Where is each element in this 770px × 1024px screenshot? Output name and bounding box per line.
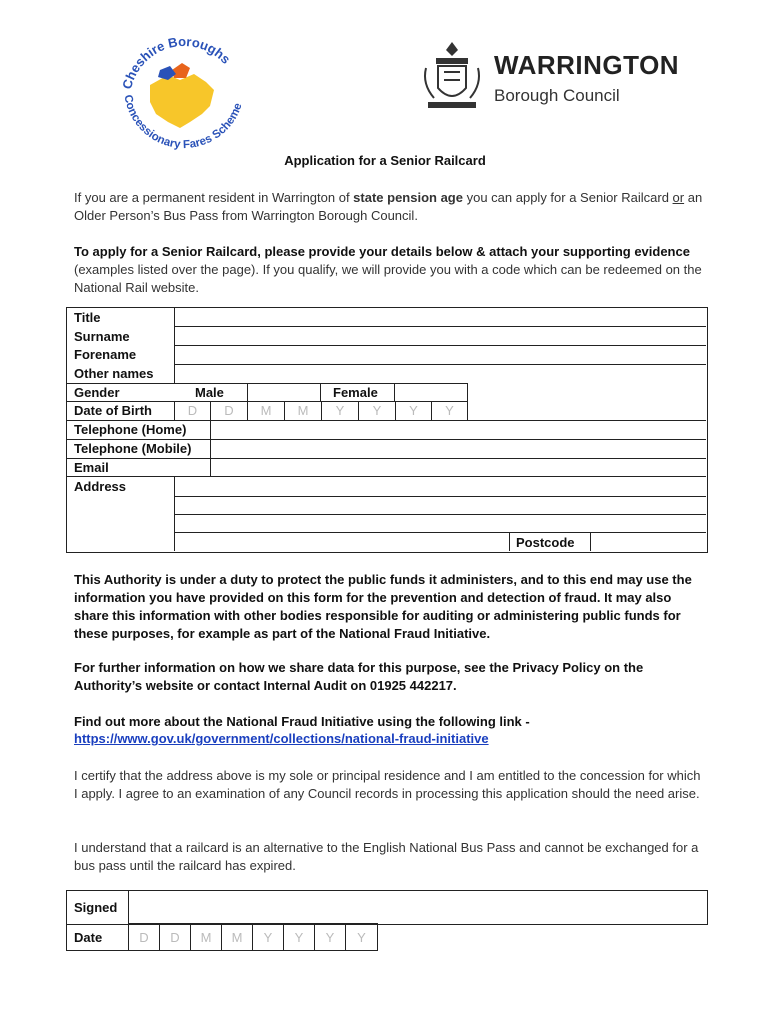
- dob-y1[interactable]: Y: [321, 401, 359, 421]
- tel-home-field[interactable]: [211, 421, 705, 439]
- sign-date-m2[interactable]: M: [221, 923, 253, 951]
- email-field[interactable]: [211, 459, 705, 476]
- certify-text: I certify that the address above is my sole or principal residence and I am entitled to the concession for which I apply. I agree to an examination of any Council records in processing this application should the need arise.: [74, 768, 701, 801]
- title-field[interactable]: [175, 308, 705, 326]
- other-names-field[interactable]: [175, 365, 705, 383]
- council-name: WARRINGTON: [494, 50, 680, 80]
- postcode-field[interactable]: [591, 533, 705, 550]
- title-label: Title: [74, 310, 101, 325]
- page-title: Application for a Senior Railcard: [284, 153, 486, 168]
- cheshire-boroughs-logo: [110, 30, 258, 158]
- dob-y3[interactable]: Y: [395, 401, 432, 421]
- intro-paragraph: If you are a permanent resident in Warrington of state pension age you can apply for a Senior Railcard or an Older Person’s Bus Pass from Warrington Borough Council.: [74, 190, 703, 223]
- apply-paragraph: To apply for a Senior Railcard, please provide your details below & attach your supporting evidence (examples listed over the page). If you qualify, we will provide you with a code which can be redeemed on the National Rail website.: [74, 244, 702, 295]
- signed-label: Signed: [74, 900, 118, 915]
- signature-field[interactable]: [129, 891, 705, 922]
- svg-text:Cheshire Boroughs: Cheshire Boroughs: [119, 33, 234, 91]
- svg-text:Concessionary Fares Scheme: Concessionary Fares Scheme: [121, 93, 245, 152]
- male-label: Male: [195, 385, 224, 400]
- postcode-label: Postcode: [516, 535, 575, 550]
- dob-label: Date of Birth: [74, 403, 152, 418]
- female-checkbox[interactable]: [394, 383, 468, 402]
- privacy-notice: For further information on how we share data for this purpose, see the Privacy Policy on the Authority’s website or contact Internal Audit on 01925 442217.: [74, 660, 644, 693]
- tel-home-label: Telephone (Home): [74, 422, 187, 437]
- email-label: Email: [74, 460, 109, 475]
- address-line-3[interactable]: [175, 515, 705, 532]
- warrington-logo: [418, 38, 708, 116]
- other-names-label: Other names: [74, 366, 154, 381]
- dob-m1[interactable]: M: [247, 401, 285, 421]
- nfi-link[interactable]: https://www.gov.uk/government/collections/national-fraud-initiative: [74, 731, 489, 746]
- coat-of-arms-icon: [418, 38, 486, 116]
- dob-y4[interactable]: Y: [431, 401, 468, 421]
- sign-date-d1[interactable]: D: [128, 923, 160, 951]
- sign-date-y1[interactable]: Y: [252, 923, 284, 951]
- dob-d2[interactable]: D: [210, 401, 248, 421]
- address-line-1[interactable]: [175, 477, 705, 496]
- forename-field[interactable]: [175, 346, 705, 364]
- date-label: Date: [74, 930, 103, 945]
- fraud-notice: This Authority is under a duty to protect the public funds it administers, and to this end may use the information you have provided on this form for the prevention and detection of fraud. It may also share this information with other bodies responsible for auditing or administering public funds for these purposes, for example as part of the National Fraud Initiative.: [74, 572, 692, 641]
- sign-date-y2[interactable]: Y: [283, 923, 315, 951]
- male-checkbox[interactable]: [247, 383, 321, 402]
- understand-text: I understand that a railcard is an alternative to the English National Bus Pass and cannot be exchanged for a bus pass until the railcard has expired.: [74, 840, 699, 873]
- dob-y2[interactable]: Y: [358, 401, 396, 421]
- sign-date-y4[interactable]: Y: [345, 923, 378, 951]
- surname-label: Surname: [74, 329, 130, 344]
- nfi-text: Find out more about the National Fraud Initiative using the following link -: [74, 714, 530, 729]
- forename-label: Forename: [74, 347, 137, 362]
- gender-label: Gender: [74, 385, 120, 400]
- dob-d1[interactable]: D: [174, 401, 211, 421]
- address-label: Address: [74, 479, 127, 494]
- female-label: Female: [333, 385, 378, 400]
- sign-date-y3[interactable]: Y: [314, 923, 346, 951]
- sign-date-m1[interactable]: M: [190, 923, 222, 951]
- tel-mobile-field[interactable]: [211, 440, 705, 458]
- dob-m2[interactable]: M: [284, 401, 322, 421]
- tel-mobile-label: Telephone (Mobile): [74, 441, 192, 456]
- address-line-2[interactable]: [175, 497, 705, 514]
- surname-field[interactable]: [175, 327, 705, 345]
- sign-date-d2[interactable]: D: [159, 923, 191, 951]
- council-subtitle: Borough Council: [494, 86, 620, 105]
